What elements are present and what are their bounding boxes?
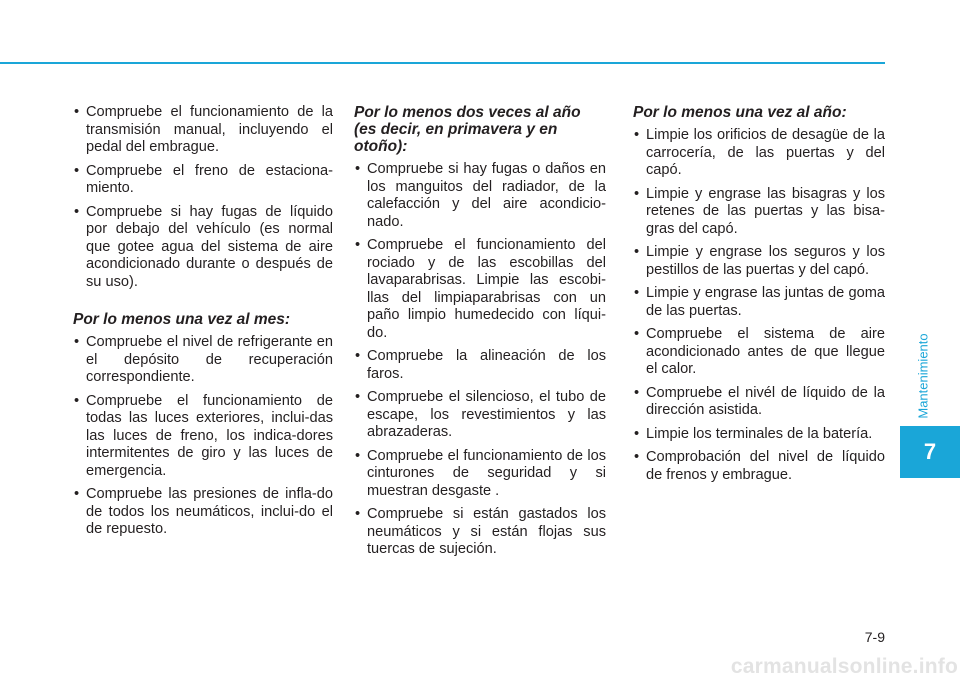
list-item: • Limpie y engrase los seguros y los pestillos de las puertas y del capó. <box>633 244 885 279</box>
section-title-monthly: Por lo menos una vez al mes: <box>73 311 291 328</box>
checklist-biannual <box>354 161 606 559</box>
list-item: • Compruebe las presiones de infla-do de todos los neumáticos, inclui-do el de repuesto. <box>73 486 333 539</box>
section-title-yearly: Por lo menos una vez al año: <box>633 104 847 121</box>
list-item: • Compruebe el funcionamiento de la transmisión manual, incluyendo el pedal del embrague. <box>73 104 333 157</box>
column-2 <box>354 104 606 565</box>
column-1 <box>73 104 333 545</box>
chapter-side-label-text: Mantenimiento <box>915 332 931 419</box>
section-title-biannual: Por lo menos dos veces al año (es decir, en primavera y en otoño): <box>354 104 581 155</box>
watermark: carmanualsonline.info <box>730 655 958 678</box>
list-item: • Compruebe el funcionamiento del rociado y de las escobillas del lavaparabrisas. Limpie las escobi-llas del limpiaparabrisas con un paño limpio humedecido con líqui-do. <box>354 237 606 342</box>
checklist <box>73 104 333 291</box>
list-item: • Compruebe la alineación de los faros. <box>354 348 606 383</box>
list-item: • Compruebe si hay fugas de líquido por debajo del vehículo (es normal que gotee agua del sistema de aire acondicionado durante o después de su uso). <box>73 204 333 292</box>
list-item: • Compruebe el silencioso, el tubo de escape, los revestimientos y las abrazaderas. <box>354 389 606 442</box>
list-item: • Compruebe el freno de estaciona-miento. <box>73 163 333 198</box>
list-item: • Compruebe el funcionamiento de los cinturones de seguridad y si muestran desgaste . <box>354 448 606 501</box>
header-rule <box>0 62 885 64</box>
list-item: • Comprobación del nivel de líquido de frenos y embrague. <box>633 449 885 484</box>
checklist-yearly <box>633 127 885 484</box>
list-item: • Compruebe el sistema de aire acondicionado antes de que llegue el calor. <box>633 326 885 379</box>
list-item: • Limpie y engrase las bisagras y los retenes de las puertas y las bisa-gras del capó. <box>633 186 885 239</box>
chapter-number: 7 <box>923 439 937 464</box>
list-item: • Compruebe si hay fugas o daños en los manguitos del radiador, de la calefacción y del aire acondicio-nado. <box>354 161 606 231</box>
list-item: • Compruebe el funcionamiento de todas las luces exteriores, inclui-das las luces de freno, los indica-dores intermitentes de giro y las luces de emergencia. <box>73 393 333 481</box>
checklist-monthly <box>73 334 333 539</box>
chapter-side-label <box>908 328 938 423</box>
list-item: • Limpie y engrase las juntas de goma de las puertas. <box>633 285 885 320</box>
list-item: • Compruebe el nivel de refrigerante en el depósito de recuperación correspondiente. <box>73 334 333 387</box>
column-3 <box>633 104 885 490</box>
list-item: • Compruebe si están gastados los neumáticos y si están flojas sus tuercas de sujeción. <box>354 506 606 559</box>
list-item: • Limpie los terminales de la batería. <box>633 426 885 444</box>
list-item: • Limpie los orificios de desagüe de la carrocería, de las puertas y del capó. <box>633 127 885 180</box>
chapter-tab <box>900 426 960 478</box>
page-number: 7-9 <box>864 629 885 645</box>
list-item: • Compruebe el nivél de líquido de la dirección asistida. <box>633 385 885 420</box>
